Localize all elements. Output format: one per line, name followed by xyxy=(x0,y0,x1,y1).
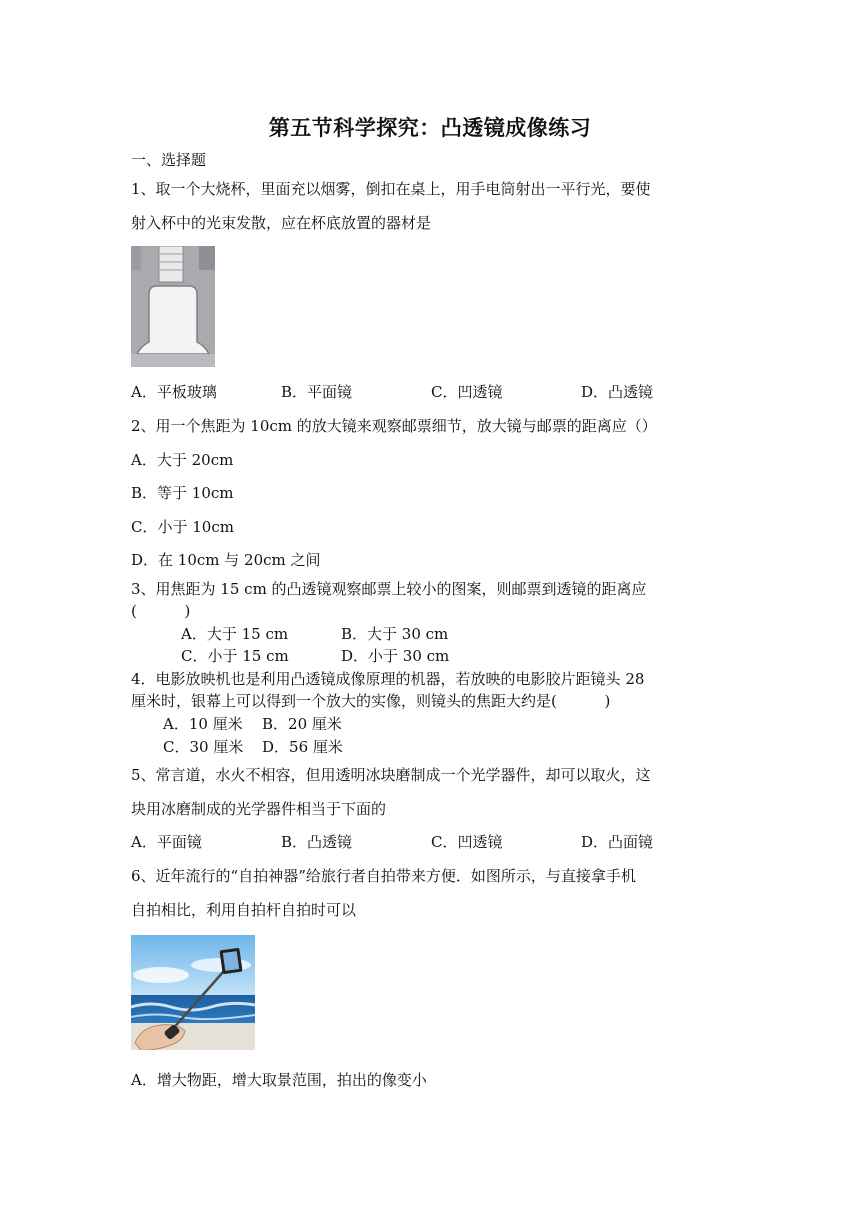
q3-option-c: C．小于 15 cm xyxy=(181,647,289,665)
q1-option-c: C．凹透镜 xyxy=(431,383,503,401)
q2-text-line1: 2、用一个焦距为 10cm 的放大镜来观察邮票细节，放大镜与邮票的距离应（） xyxy=(131,417,657,435)
q3-text-line1: 3、用焦距为 15 cm 的凸透镜观察邮票上较小的图案，则邮票到透镜的距离应 xyxy=(131,580,647,598)
q4-option-b: B．20 厘米 xyxy=(262,715,342,733)
q6-option-a: A．增大物距，增大取景范围，拍出的像变小 xyxy=(131,1071,427,1089)
q2-option-a: A．大于 20cm xyxy=(131,451,234,469)
q6-text-line2: 自拍相比，利用自拍杆自拍时可以 xyxy=(131,901,357,919)
q2-option-c: C．小于 10cm xyxy=(131,518,234,536)
q1-text-line2: 射入杯中的光束发散，应在杯底放置的器材是 xyxy=(131,214,432,232)
q4-text-line2: 厘米时，银幕上可以得到一个放大的实像，则镜头的焦距大约是( ) xyxy=(131,692,611,710)
q5-option-d: D．凸面镜 xyxy=(581,833,654,851)
page-title: 第五节科学探究：凸透镜成像练习 xyxy=(268,116,592,140)
q1-text-line1: 1、取一个大烧杯，里面充以烟雾，倒扣在桌上，用手电筒射出一平行光，要使 xyxy=(131,180,651,198)
q2-option-b: B．等于 10cm xyxy=(131,484,234,502)
q3-option-d: D．小于 30 cm xyxy=(341,647,450,665)
q5-text-line2: 块用冰磨制成的光学器件相当于下面的 xyxy=(131,800,387,818)
q3-option-b: B．大于 30 cm xyxy=(341,625,449,643)
q4-option-c: C．30 厘米 xyxy=(163,738,244,756)
q3-text-line2: ( ) xyxy=(131,602,191,620)
selfie-stick-photo xyxy=(131,935,255,1050)
q4-option-a: A．10 厘米 xyxy=(163,715,243,733)
q2-option-d: D．在 10cm 与 20cm 之间 xyxy=(131,551,321,569)
q1-option-d: D．凸透镜 xyxy=(581,383,654,401)
q4-text-line1: 4．电影放映机也是利用凸透镜成像原理的机器，若放映的电影胶片距镜头 28 xyxy=(131,670,645,688)
q3-option-a: A．大于 15 cm xyxy=(181,625,289,643)
q5-option-a: A．平面镜 xyxy=(131,833,202,851)
q6-text-line1: 6、近年流行的“自拍神器”给旅行者自拍带来方便．如图所示，与直接拿手机 xyxy=(131,867,636,885)
q1-option-a: A．平板玻璃 xyxy=(131,383,217,401)
q5-text-line1: 5、常言道，水火不相容，但用透明冰块磨制成一个光学器件，却可以取火，这 xyxy=(131,766,651,784)
q1-option-b: B．平面镜 xyxy=(281,383,353,401)
q5-option-c: C．凹透镜 xyxy=(431,833,503,851)
section-heading: 一、选择题 xyxy=(131,151,207,169)
q5-option-b: B．凸透镜 xyxy=(281,833,353,851)
q4-option-d: D．56 厘米 xyxy=(262,738,343,756)
flashlight-beaker-illustration xyxy=(131,246,215,367)
